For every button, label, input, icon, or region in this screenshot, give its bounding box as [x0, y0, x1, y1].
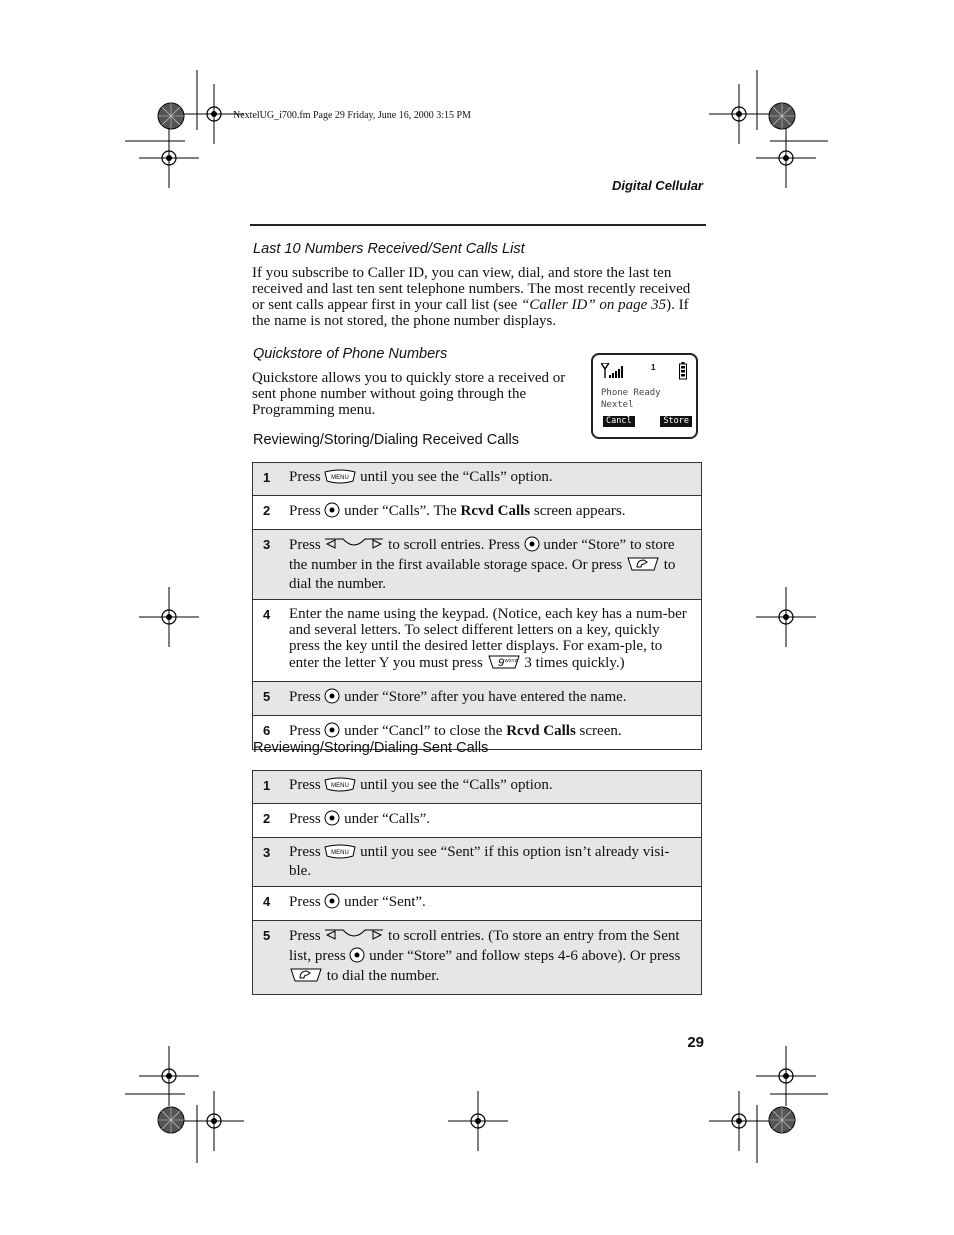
crosshair-icon	[756, 1046, 816, 1106]
display-line-1: Phone Ready	[601, 388, 661, 398]
color-wheel-icon	[158, 103, 184, 129]
text: under “Store” and follow steps 4-6 above). Or press	[369, 948, 681, 964]
text: until you see the “Calls” option.	[360, 469, 553, 485]
text: If you subscribe to Caller ID, you can view, dial, and store the last ten received and last ten sent telephone numbers. The most recently received or sent calls appear first in your call list (see	[252, 265, 691, 313]
send-key-icon	[289, 967, 323, 987]
table-row	[253, 804, 702, 838]
step-text	[289, 530, 702, 600]
text: Press	[289, 894, 321, 910]
table-row	[253, 463, 702, 496]
step-number: 3	[253, 838, 290, 887]
table-row	[253, 496, 702, 530]
text: 3 times quickly.)	[524, 655, 625, 671]
heading-last-10-numbers: Last 10 Numbers Received/Sent Calls List	[253, 241, 525, 257]
text: to dial the number.	[289, 557, 676, 592]
received-calls-steps	[252, 462, 702, 750]
menu-key-icon	[324, 844, 356, 863]
section-title: Digital Cellular	[611, 178, 703, 193]
nine-key-icon	[487, 654, 521, 674]
battery-icon	[679, 362, 687, 380]
color-wheel-icon	[769, 1107, 795, 1133]
step-number: 5	[253, 682, 290, 716]
text: under “Cancl” to close the	[344, 723, 503, 739]
screen-name: Rcvd Calls	[460, 503, 531, 519]
select-button-icon	[324, 502, 340, 522]
step-number: 2	[253, 804, 290, 838]
step-text	[289, 887, 702, 921]
text: screen.	[579, 723, 622, 739]
color-wheel-icon	[158, 1107, 184, 1133]
step-text	[289, 463, 702, 496]
step-number: 1	[253, 463, 290, 496]
step-text	[289, 496, 702, 530]
text: under “Calls”.	[344, 811, 430, 827]
select-button-icon	[524, 536, 540, 556]
crosshair-icon	[184, 1091, 244, 1151]
heading-quickstore: Quickstore of Phone Numbers	[253, 346, 448, 362]
heading-sent-calls: Reviewing/Storing/Dialing Sent Calls	[253, 740, 489, 756]
menu-key-label: MENU	[331, 783, 350, 789]
step-number: 2	[253, 496, 290, 530]
color-wheel-icon	[769, 103, 795, 129]
text: under “Store” to store the number in the first available storage space. Or press	[289, 537, 675, 573]
table-row	[253, 887, 702, 921]
text: to dial the number.	[326, 968, 440, 984]
text: screen appears.	[533, 503, 626, 519]
text: Press	[289, 811, 321, 827]
menu-key-label: MENU	[331, 850, 350, 856]
step-text	[289, 682, 702, 716]
text: Press	[289, 503, 321, 519]
select-button-icon	[324, 722, 340, 742]
step-number: 5	[253, 921, 290, 995]
line-indicator: 1	[651, 363, 656, 372]
display-line-2: Nextel	[601, 400, 634, 410]
screen-name: Rcvd Calls	[506, 723, 576, 739]
send-key-icon	[626, 556, 660, 576]
heading-received-calls: Reviewing/Storing/Dialing Received Calls	[253, 432, 519, 448]
text: Press	[289, 469, 321, 485]
text: Press	[289, 928, 321, 944]
softkey-store: Store	[660, 416, 692, 427]
phone-display-illustration	[591, 353, 698, 439]
key-letters: WXYZ	[504, 658, 518, 663]
crosshair-icon	[139, 587, 199, 647]
step-number: 3	[253, 530, 290, 600]
softkey-cancl: Cancl	[603, 416, 635, 427]
text: under “Calls”. The	[344, 503, 457, 519]
text: Enter the name using the keypad. (Notice, each key has a num-ber and several letters. To select different letters on a key, quickly press the key until the desired letter displays. For exam-ple, to enter the letter Y you must press	[289, 606, 687, 671]
text: under “Sent”.	[344, 894, 426, 910]
text: to scroll entries. Press	[388, 537, 520, 553]
select-button-icon	[324, 688, 340, 708]
table-row	[253, 838, 702, 887]
step-number: 4	[253, 887, 290, 921]
crosshair-icon	[139, 1046, 199, 1106]
select-button-icon	[349, 947, 365, 967]
paragraph-quickstore: Quickstore allows you to quickly store a received or sent phone number without going through the Programming menu.	[252, 370, 566, 418]
text: Press	[289, 844, 321, 860]
step-number: 4	[253, 600, 290, 682]
scroll-keys-icon	[324, 536, 384, 556]
crosshair-icon	[448, 1091, 508, 1151]
sent-calls-steps	[252, 770, 702, 995]
text: Press	[289, 723, 321, 739]
text: ). If the name is not stored, the phone number displays.	[252, 297, 689, 329]
step-text	[289, 804, 702, 838]
text: until you see the “Calls” option.	[360, 777, 553, 793]
crosshair-icon	[756, 587, 816, 647]
table-row	[253, 771, 702, 804]
text: under “Store” after you have entered the name.	[344, 689, 627, 705]
text: Press	[289, 689, 321, 705]
text: until you see “Sent” if this option isn’t already visi-ble.	[289, 844, 670, 879]
cross-reference-link[interactable]: “Caller ID” on page 35	[521, 297, 667, 313]
signal-strength-icon	[601, 363, 627, 379]
table-row	[253, 530, 702, 600]
header-rule	[250, 224, 706, 226]
step-text	[289, 838, 702, 887]
menu-key-icon	[324, 777, 356, 796]
table-row	[253, 921, 702, 995]
select-button-icon	[324, 893, 340, 913]
select-button-icon	[324, 810, 340, 830]
menu-key-label: MENU	[331, 475, 350, 481]
step-number: 1	[253, 771, 290, 804]
menu-key-icon	[324, 469, 356, 488]
text: Press	[289, 537, 321, 553]
crosshair-icon	[709, 84, 769, 144]
step-text	[289, 771, 702, 804]
file-info: NextelUG_i700.fm Page 29 Friday, June 16, 2000 3:15 PM	[233, 110, 471, 121]
page-number: 29	[687, 1034, 704, 1051]
scroll-keys-icon	[324, 927, 384, 947]
table-row	[253, 682, 702, 716]
crosshair-icon	[756, 128, 816, 188]
step-number: 6	[253, 716, 290, 750]
step-text	[289, 600, 702, 682]
key-digit: 9	[497, 657, 504, 669]
crosshair-icon	[709, 1091, 769, 1151]
table-row	[253, 600, 702, 682]
step-text	[289, 921, 702, 995]
paragraph-caller-id	[252, 265, 692, 329]
text: to scroll entries. (To store an entry from the Sent list, press	[289, 928, 680, 964]
crosshair-icon	[139, 128, 199, 188]
text: Press	[289, 777, 321, 793]
